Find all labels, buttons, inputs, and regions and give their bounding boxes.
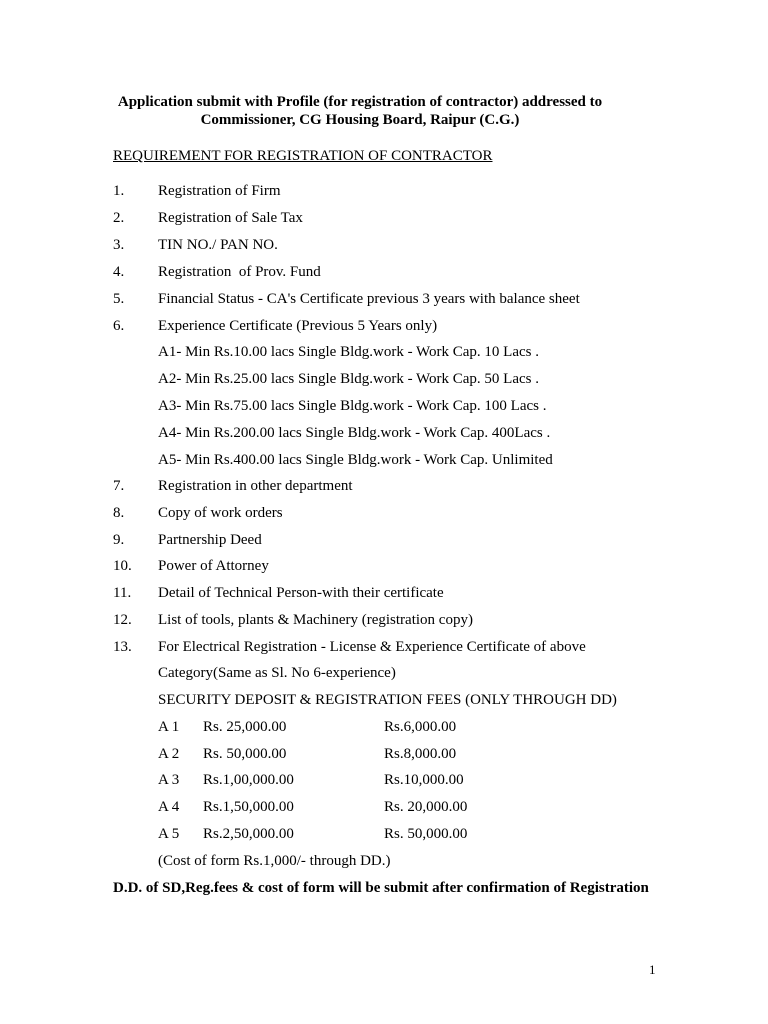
experience-line: A5- Min Rs.400.00 lacs Single Bldg.work - Work Cap. Unlimited xyxy=(158,452,553,468)
experience-line: A1- Min Rs.10.00 lacs Single Bldg.work - Work Cap. 10 Lacs . xyxy=(158,344,539,360)
item-text: Partnership Deed xyxy=(158,532,262,548)
registration-fee: Rs.6,000.00 xyxy=(384,719,457,735)
document-title-line-2: Commissioner, CG Housing Board, Raipur (C.G.) xyxy=(200,112,520,128)
fee-class: A 5 xyxy=(158,826,180,842)
fee-class: A 2 xyxy=(158,746,180,762)
form-cost-note: (Cost of form Rs.1,000/- through DD.) xyxy=(158,853,391,869)
item-text: Registration of Prov. Fund xyxy=(158,264,321,280)
item-number: 6. xyxy=(113,318,125,334)
registration-fee: Rs. 20,000.00 xyxy=(384,799,468,815)
fee-class: A 1 xyxy=(158,719,180,735)
item-number: 12. xyxy=(113,612,132,628)
registration-fee: Rs. 50,000.00 xyxy=(384,826,468,842)
fee-class: A 4 xyxy=(158,799,180,815)
fee-class: A 3 xyxy=(158,772,180,788)
item-number: 3. xyxy=(113,237,125,253)
page-number: 1 xyxy=(649,962,656,977)
item-text: List of tools, plants & Machinery (registration copy) xyxy=(158,612,473,628)
item-text: Registration of Sale Tax xyxy=(158,210,303,226)
item-text: Experience Certificate (Previous 5 Years only) xyxy=(158,318,438,334)
fees-heading: SECURITY DEPOSIT & REGISTRATION FEES (ONLY THROUGH DD) xyxy=(158,692,617,708)
item-number: 1. xyxy=(113,183,125,199)
item-number: 11. xyxy=(113,585,132,601)
experience-line: A4- Min Rs.200.00 lacs Single Bldg.work - Work Cap. 400Lacs . xyxy=(158,425,551,441)
security-deposit: Rs.2,50,000.00 xyxy=(203,826,294,842)
requirements-heading: REQUIREMENT FOR REGISTRATION OF CONTRACTOR xyxy=(113,148,493,164)
document-title-line-1: Application submit with Profile (for registration of contractor) addressed to xyxy=(117,94,603,110)
security-deposit: Rs.1,00,000.00 xyxy=(203,772,294,788)
registration-fee: Rs.10,000.00 xyxy=(384,772,464,788)
security-deposit: Rs. 25,000.00 xyxy=(203,719,287,735)
final-note: D.D. of SD,Reg.fees & cost of form will be submit after confirmation of Registration xyxy=(113,880,649,896)
item-text: For Electrical Registration - License & Experience Certificate of above xyxy=(158,639,586,655)
item-text: Registration of Firm xyxy=(158,183,281,199)
item-text: Copy of work orders xyxy=(158,505,283,521)
item-text: Detail of Technical Person-with their certificate xyxy=(158,585,444,601)
item-text: Financial Status - CA's Certificate previous 3 years with balance sheet xyxy=(158,291,580,307)
experience-line: A3- Min Rs.75.00 lacs Single Bldg.work - Work Cap. 100 Lacs . xyxy=(158,398,547,414)
security-deposit: Rs. 50,000.00 xyxy=(203,746,287,762)
item-number: 5. xyxy=(113,291,125,307)
item-number: 10. xyxy=(113,558,132,574)
item-13-continuation: Category(Same as Sl. No 6-experience) xyxy=(158,665,396,681)
item-number: 8. xyxy=(113,505,125,521)
item-number: 7. xyxy=(113,478,125,494)
item-text: Power of Attorney xyxy=(158,558,269,574)
item-number: 2. xyxy=(113,210,125,226)
item-number: 13. xyxy=(113,639,132,655)
experience-line: A2- Min Rs.25.00 lacs Single Bldg.work - Work Cap. 50 Lacs . xyxy=(158,371,539,387)
item-number: 4. xyxy=(113,264,125,280)
item-text: Registration in other department xyxy=(158,478,353,494)
registration-fee: Rs.8,000.00 xyxy=(384,746,457,762)
item-text: TIN NO./ PAN NO. xyxy=(158,237,278,253)
security-deposit: Rs.1,50,000.00 xyxy=(203,799,294,815)
item-number: 9. xyxy=(113,532,125,548)
